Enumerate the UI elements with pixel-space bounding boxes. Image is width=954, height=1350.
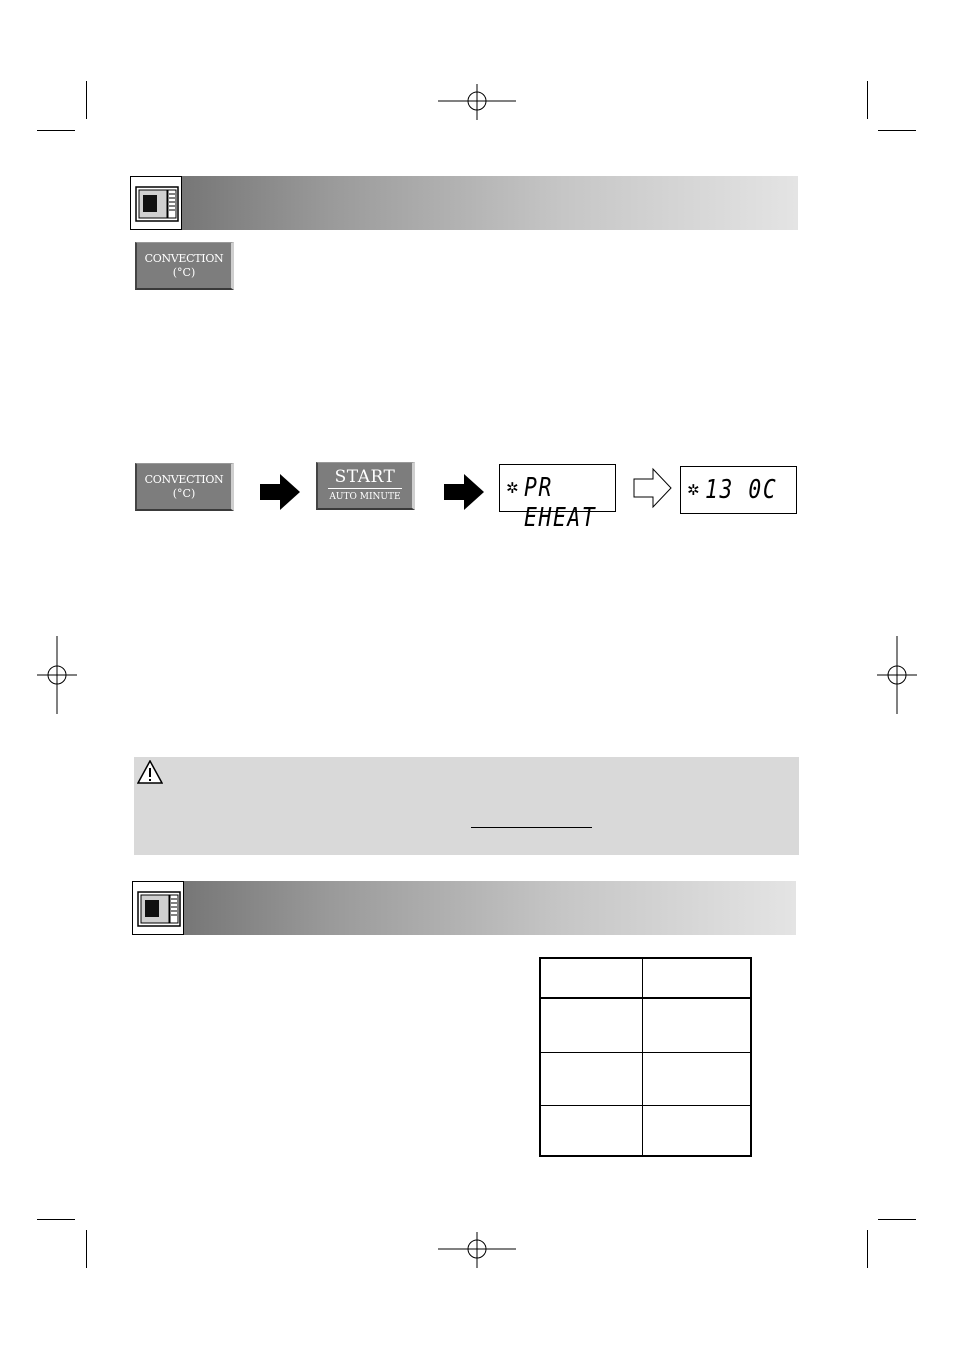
warning-triangle-icon <box>137 760 163 784</box>
convection-button-sublabel: (°C) <box>172 266 196 279</box>
registration-mark <box>438 1232 516 1268</box>
section-header-bar <box>132 881 796 935</box>
convection-button-label: CONVECTION <box>144 473 224 486</box>
crop-mark <box>86 81 87 119</box>
crop-mark <box>37 130 75 131</box>
crop-mark <box>86 1230 87 1268</box>
arrow-right-outline-icon <box>633 467 673 509</box>
start-label: START <box>334 467 396 487</box>
crop-mark <box>867 1230 868 1268</box>
table-column-divider <box>642 959 643 1155</box>
caution-box <box>134 757 799 855</box>
convection-button[interactable] <box>135 242 234 290</box>
divider <box>328 488 402 489</box>
crop-mark <box>37 1219 75 1220</box>
registration-mark <box>877 636 917 714</box>
empty-table <box>539 957 752 1157</box>
fan-icon: ✲ <box>506 479 519 497</box>
microwave-icon <box>132 881 184 935</box>
convection-button[interactable] <box>135 463 234 511</box>
convection-button-sublabel: (°C) <box>172 487 196 500</box>
microwave-icon <box>130 176 182 230</box>
fan-icon: ✲ <box>687 481 700 499</box>
table-row-divider <box>541 1105 750 1106</box>
display-temperature <box>680 466 797 514</box>
convection-button-label: CONVECTION <box>144 252 224 265</box>
section-header-bar <box>130 176 798 230</box>
crop-mark <box>867 81 868 119</box>
underline <box>471 827 592 828</box>
table-row-divider <box>541 1052 750 1053</box>
registration-mark <box>37 636 77 714</box>
crop-mark <box>878 130 916 131</box>
arrow-right-icon <box>260 474 300 510</box>
registration-mark <box>438 84 516 120</box>
display-text: PR EHEAT <box>524 473 597 533</box>
display-preheat <box>499 464 616 533</box>
auto-minute-label: AUTO MINUTE <box>329 492 401 502</box>
start-auto-minute-button[interactable] <box>316 462 415 510</box>
table-row-divider <box>541 997 750 999</box>
crop-mark <box>878 1219 916 1220</box>
arrow-right-icon <box>444 474 484 510</box>
display-text: 13 0C <box>705 475 778 505</box>
